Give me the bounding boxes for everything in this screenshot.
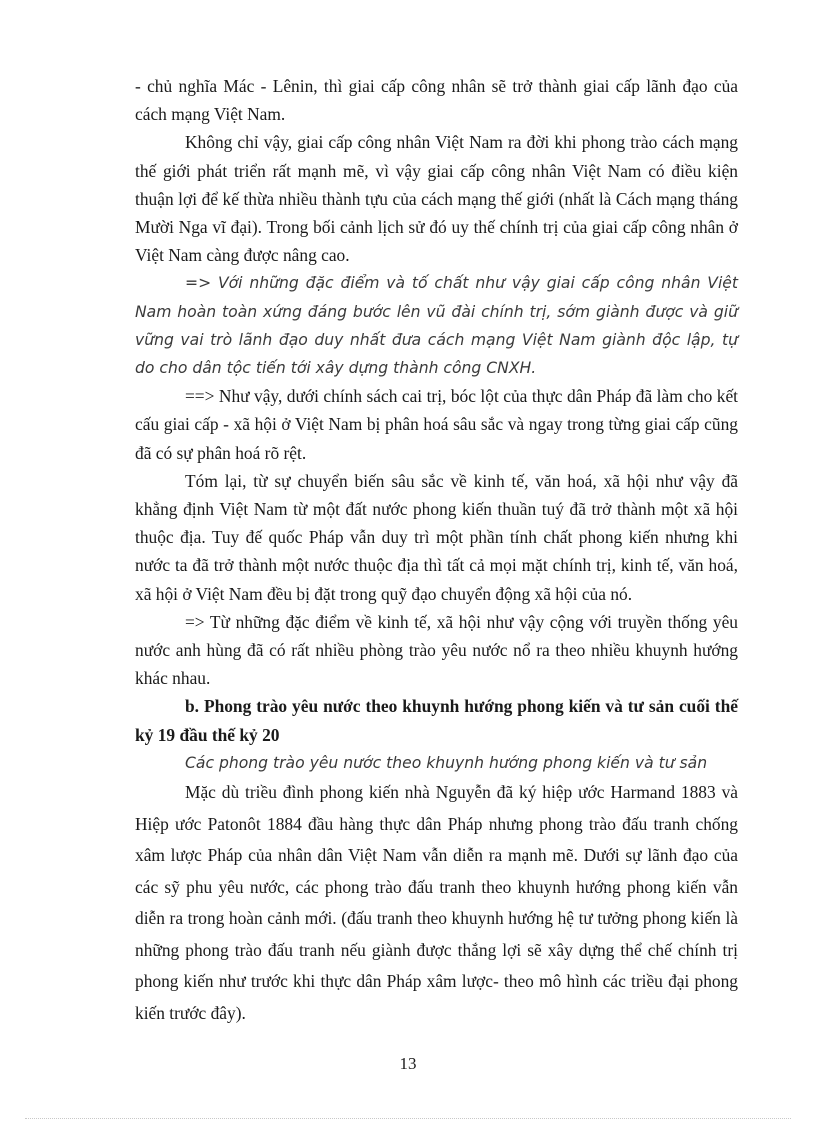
- paragraph-colonial-policy: ==> Như vậy, dưới chính sách cai trị, bóc lột của thực dân Pháp đã làm cho kết cấu giai cấp - xã hội ở Việt Nam bị phân hoá sâu sắc và ngay trong từng giai cấp cũng đã có sự phân hoá rõ rệt.: [135, 386, 738, 463]
- paragraph-conclusion-italic: => Với những đặc điểm và tố chất như vậy giai cấp công nhân Việt Nam hoàn toàn xứng đáng bước lên vũ đài chính trị, sớm giành được và giữ vững vai trò lãnh đạo duy nhất đưa cách mạng Việt Nam giành độc lập, tự do cho dân tộc tiến tới xây dựng thành công CNXH.: [135, 274, 738, 378]
- section-heading: b. Phong trào yêu nước theo khuynh hướng phong kiến và tư sản cuối thế kỷ 19 đầu thế kỷ 20: [135, 696, 738, 745]
- paragraph-patriotic-movements: => Từ những đặc điểm về kinh tế, xã hội như vậy cộng với truyền thống yêu nước anh hùng đã có rất nhiều phòng trào yêu nước nổ ra theo nhiều khuynh hướng khác nhau.: [135, 611, 738, 689]
- section-subtitle: Các phong trào yêu nước theo khuynh hướng phong kiến và tư sản: [185, 753, 708, 772]
- paragraph-summary: Tóm lại, từ sự chuyển biến sâu sắc về kinh tế, văn hoá, xã hội như vậy đã khẳng định Việt Nam từ một đất nước phong kiến thuần tuý đã trở thành một xã hội thuộc địa. Tuy đế quốc Pháp vẫn duy trì một phần tính chất phong kiến nhưng khi nước ta đã trở thành một nước thuộc địa thì tất cả mọi mặt chính trị, kinh tế, văn hoá, xã hội ở Việt Nam đều bị đặt trong quỹ đạo chuyển động xã hội của nó.: [135, 470, 738, 604]
- footer-divider: [25, 1118, 791, 1119]
- document-page: [135, 72, 738, 1029]
- paragraph-continuation: - chủ nghĩa Mác - Lênin, thì giai cấp công nhân sẽ trở thành giai cấp lãnh đạo của cách mạng Việt Nam.: [135, 76, 738, 125]
- page-number: 13: [399, 1054, 417, 1073]
- paragraph-nguyen-dynasty: Mặc dù triều đình phong kiến nhà Nguyễn đã ký hiệp ước Harmand 1883 và Hiệp ước Patonôt 1884 đầu hàng thực dân Pháp nhưng phong trào đấu tranh chống xâm lược Pháp của nhân dân Việt Nam vẫn diễn ra mạnh mẽ. Dưới sự lãnh đạo của các sỹ phu yêu nước, các phong trào đấu tranh theo khuynh hướng phong kiến vẫn diễn ra trong hoàn cảnh mới. (đấu tranh theo khuynh hướng hệ tư tưởng phong kiến là những phong trào đấu tranh nếu giành được thắng lợi sẽ xây dựng thể chế chính trị phong kiến như trước khi thực dân Pháp xâm lược- theo mô hình các triều đại phong kiến trước đây).: [135, 782, 738, 1023]
- paragraph-working-class: Không chỉ vậy, giai cấp công nhân Việt Nam ra đời khi phong trào cách mạng thế giới phát triển rất mạnh mẽ, vì vậy giai cấp công nhân Việt Nam có điều kiện thuận lợi để kế thừa nhiều thành tựu của cách mạng thế giới (nhất là Cách mạng tháng Mười Nga vĩ đại). Trong bối cảnh lịch sử đó uy thế chính trị của giai cấp công nhân ở Việt Nam càng được nâng cao.: [135, 132, 738, 266]
